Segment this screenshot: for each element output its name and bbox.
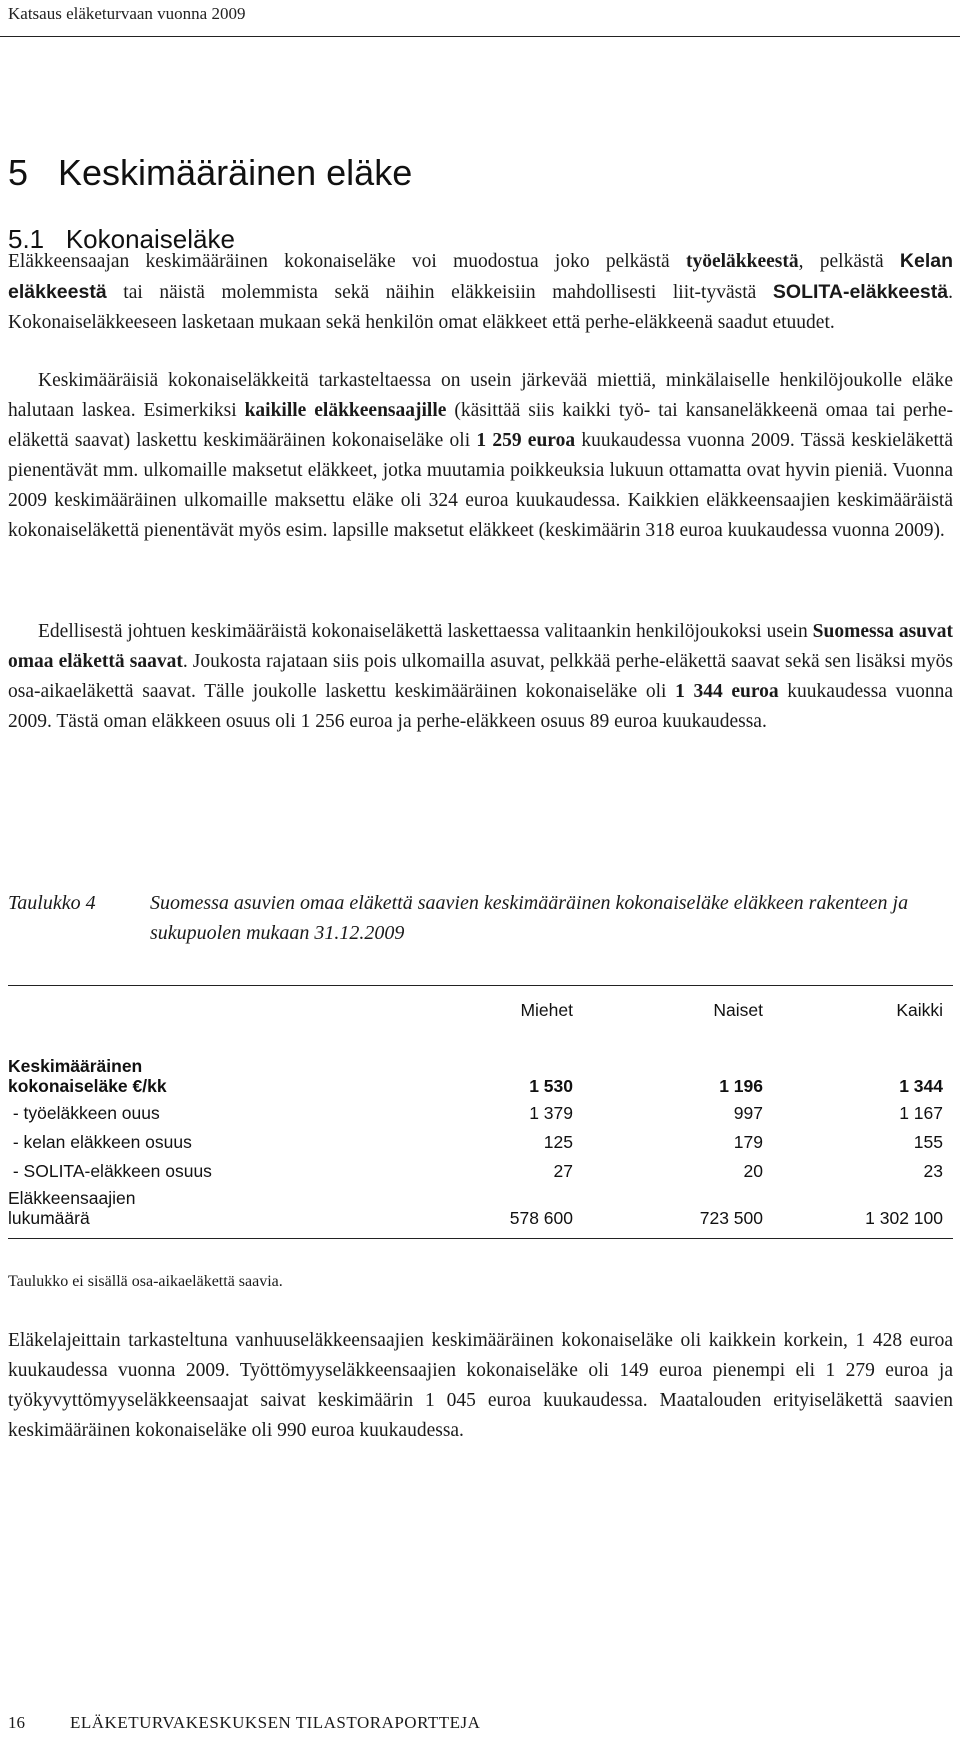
p3-bold-residents: Suomessa asuvat omaa eläkettä saavat (8, 621, 953, 672)
row-label: Eläkkeensaajien (8, 1188, 136, 1208)
footer-publication-title: ELÄKETURVAKESKUKSEN TILASTORAPORTTEJA (70, 1713, 481, 1732)
row-label: lukumäärä (8, 1208, 90, 1228)
cell-value: 23 (923, 1161, 943, 1181)
cell-value: 20 (743, 1161, 763, 1181)
p3-bold-amount: 1 344 euroa (675, 681, 779, 702)
cell-value: 723 500 (699, 1208, 763, 1228)
cell-value: 1 530 (529, 1076, 573, 1096)
p3-text: . Joukosta rajataan siis pois ulkomailla asuvat, pelkkää perhe-eläkettä saavat sekä sen lisäksi myös osa-aikaeläkettä saavat. Tälle joukolle laskettu keskimääräinen kokonaiseläke oli (8, 651, 953, 702)
cell-value: 1 344 (899, 1076, 943, 1096)
table-label: Taulukko 4 (8, 892, 96, 914)
cell-value: 997 (733, 1103, 763, 1123)
cell-value: 125 (543, 1132, 573, 1152)
p3-text: Edellisestä johtuen keskimääräistä kokonaiseläkettä laskettaessa valitaankin henkilöjoukoksi usein (38, 621, 813, 642)
p1-text: tai näistä molemmista sekä näihin eläkkeisiin mahdollisesti liit-tyvästä (106, 282, 773, 303)
p2-text: (käsittää siis kaikki työ- tai kansaneläkkeenä omaa tai perhe-eläkettä saavat) laskettu keskimääräinen kokonaiseläke oli (8, 400, 953, 451)
page-number: 16 (8, 1713, 25, 1732)
paragraph-2 (8, 366, 953, 546)
table-bottom-rule (8, 1238, 953, 1239)
row-label: - työeläkkeen ouus (8, 1103, 160, 1123)
p3-text: kuukaudessa vuonna 2009. Tästä oman eläkkeen osuus oli 1 256 euroa ja perhe-eläkkeen osuus 89 euroa kuukaudessa. (8, 681, 953, 732)
p2-text: Keskimääräisiä kokonaiseläkkeitä tarkasteltaessa on usein järkevää miettiä, minkälaiselle henkilöjoukolle eläke halutaan laskea. Esimerkiksi (8, 370, 953, 421)
p2-bold-amount: 1 259 euroa (476, 430, 576, 451)
cell-value: 155 (913, 1132, 943, 1152)
row-label: Keskimääräinen (8, 1056, 143, 1076)
p1-text: Eläkkeensaajan keskimääräinen kokonaiseläke voi muodostua joko pelkästä (8, 251, 686, 272)
col-header-men: Miehet (520, 1000, 573, 1020)
cell-value: 179 (733, 1132, 763, 1152)
cell-value: 1 379 (529, 1103, 573, 1123)
col-header-women: Naiset (713, 1000, 763, 1020)
cell-value: 1 302 100 (865, 1208, 943, 1228)
col-header-all: Kaikki (896, 1000, 943, 1020)
row-label: - kelan eläkkeen osuus (8, 1132, 192, 1152)
paragraph-4: Eläkelajeittain tarkasteltuna vanhuuseläkkeensaajien keskimääräinen kokonaiseläke oli kaikkein korkein, 1 428 euroa kuukaudessa vuonna 2009. Työttömyyseläkkeensaajien kokonaiseläke oli 149 euroa pienempi eli 1 279 euroa ja työkyvyttömyyseläkkeensaajat saivat keskimäärin 1 045 euroa kuukaudessa. Maatalouden erityiseläkettä saavien keskimääräinen kokonaiseläke oli 990 euroa kuukaudessa. (8, 1330, 953, 1441)
p2-text: kuukaudessa vuonna 2009. Tässä keskieläkettä pienentävät mm. ulkomaille maksetut eläkkeet, jotka muutamia poikkeuksia lukuun ottamatta ovat hyvin pieniä. Vuonna 2009 keskimääräinen ulkomaille maksettu eläke oli 324 euroa kuukaudessa. Kaikkien eläkkeensaajien keskimääräistä kokonaiseläkettä pienentävät myös esim. lapsille maksetut eläkkeet (keskimäärin 318 euroa kuukaudessa vuonna 2009). (8, 430, 953, 541)
p1-bold-solita: SOLITA-eläkkeestä (772, 281, 949, 303)
chapter-title: 5 Keskimääräinen eläke (8, 152, 413, 193)
cell-value: 1 196 (719, 1076, 763, 1096)
running-header: Katsaus eläketurvaan vuonna 2009 (8, 4, 246, 23)
p1-text: . Kokonaiseläkkeeseen lasketaan mukaan sekä henkilön omat eläkkeet että perhe-eläkkeenä saadut etuudet. (8, 282, 953, 333)
header-rule (0, 36, 960, 37)
cell-value: 27 (553, 1161, 573, 1181)
row-label: - SOLITA-eläkkeen osuus (8, 1161, 212, 1181)
row-label: kokonaiseläke €/kk (8, 1076, 167, 1096)
table-caption-text: Suomessa asuvien omaa eläkettä saavien keskimääräinen kokonaiseläke eläkkeen rakenteen ja sukupuolen mukaan 31.12.2009 (150, 892, 909, 944)
table-footnote: Taulukko ei sisällä osa-aikaeläkettä saavia. (8, 1273, 283, 1290)
p1-bold-kela: Kelan eläkkeestä (8, 250, 953, 303)
cell-value: 578 600 (509, 1208, 573, 1228)
section-title: 5.1 Kokonaiseläke (8, 224, 235, 254)
p2-bold-all-recipients: kaikille eläkkeensaajille (244, 400, 447, 421)
paragraph-3 (8, 617, 953, 737)
table-top-rule (8, 985, 953, 986)
p1-bold-tyoelake: työeläkkeestä (685, 251, 799, 272)
paragraph-1 (8, 246, 953, 338)
p1-text: , pelkästä (798, 251, 900, 272)
cell-value: 1 167 (899, 1103, 943, 1123)
